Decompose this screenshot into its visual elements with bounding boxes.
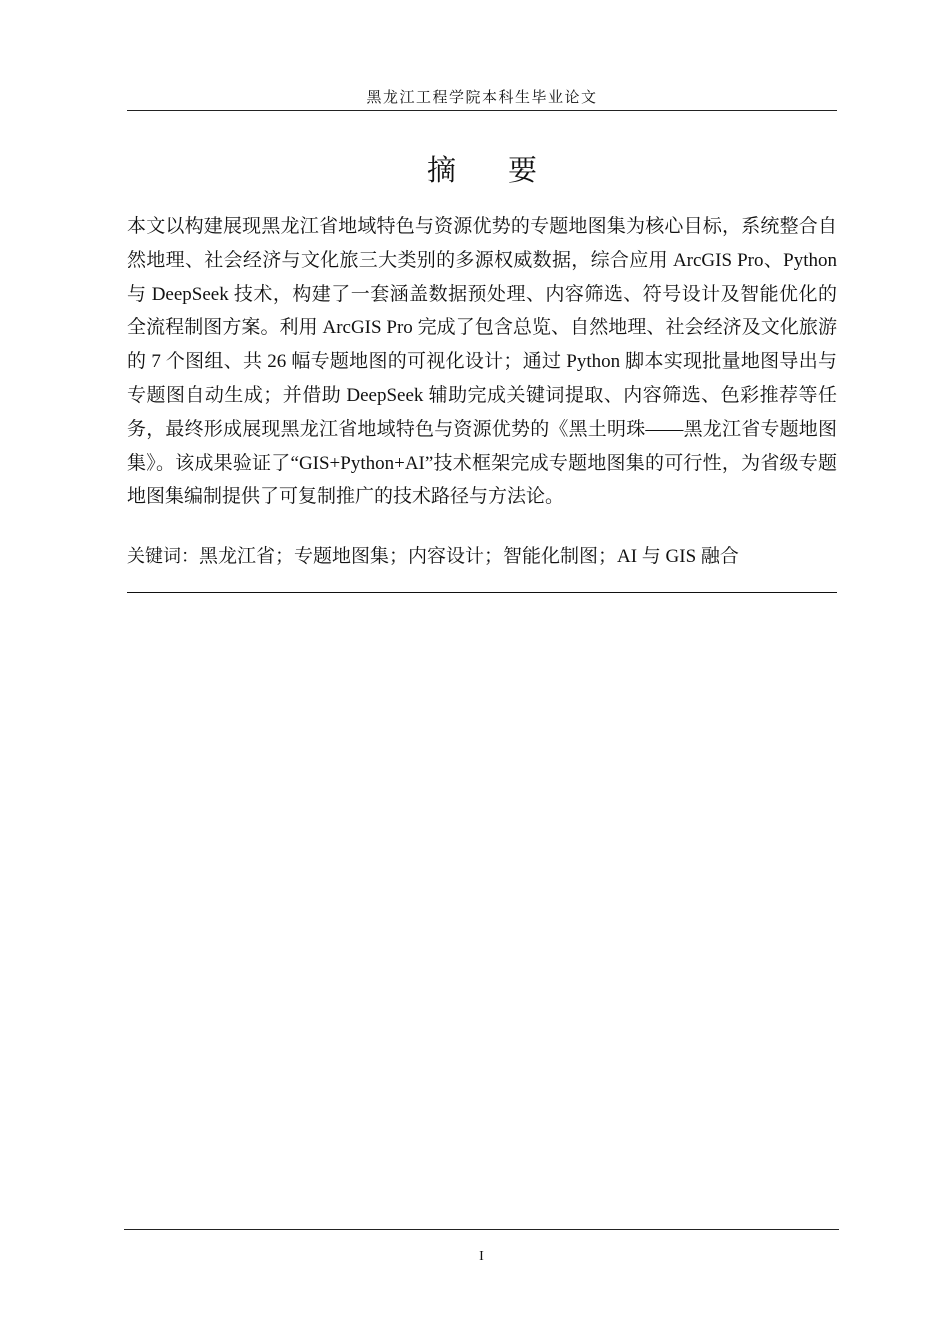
abstract-body: 本文以构建展现黑龙江省地域特色与资源优势的专题地图集为核心目标，系统整合自然地理、社会经济与文化旅三大类别的多源权威数据，综合应用 ArcGIS Pro、Python 与 DeepSeek 技术，构建了一套涵盖数据预处理、内容筛选、符号设计及智能优化的全流程制图方案。利用 ArcGIS Pro 完成了包含总览、自然地理、社会经济及文化旅游的 7 个图组、共 26 幅专题地图的可视化设计；通过 Python 脚本实现批量地图导出与专题图自动生成；并借助 DeepSeek 辅助完成关键词提取、内容筛选、色彩推荐等任务，最终形成展现黑龙江省地域特色与资源优势的《黑土明珠——黑龙江省专题地图集》。该成果验证了“GIS+Python+AI”技术框架完成专题地图集的可行性，为省级专题地图集编制提供了可复制推广的技术路径与方法论。 bbox=[127, 216, 837, 508]
keywords-text: 黑龙江省；专题地图集；内容设计；智能化制图；AI 与 GIS 融合 bbox=[199, 546, 739, 567]
abstract-title-char-2: 要 bbox=[508, 153, 538, 187]
header-rule bbox=[127, 110, 837, 111]
abstract-title bbox=[127, 150, 837, 190]
keywords-line bbox=[127, 540, 837, 574]
abstract-end-rule bbox=[127, 592, 837, 593]
page-number: I bbox=[479, 1249, 484, 1264]
abstract-title-char-1: 摘 bbox=[426, 153, 456, 187]
footer-rule bbox=[124, 1229, 839, 1230]
running-header: 黑龙江工程学院本科生毕业论文 bbox=[366, 90, 598, 106]
keywords-label: 关键词： bbox=[127, 546, 199, 567]
